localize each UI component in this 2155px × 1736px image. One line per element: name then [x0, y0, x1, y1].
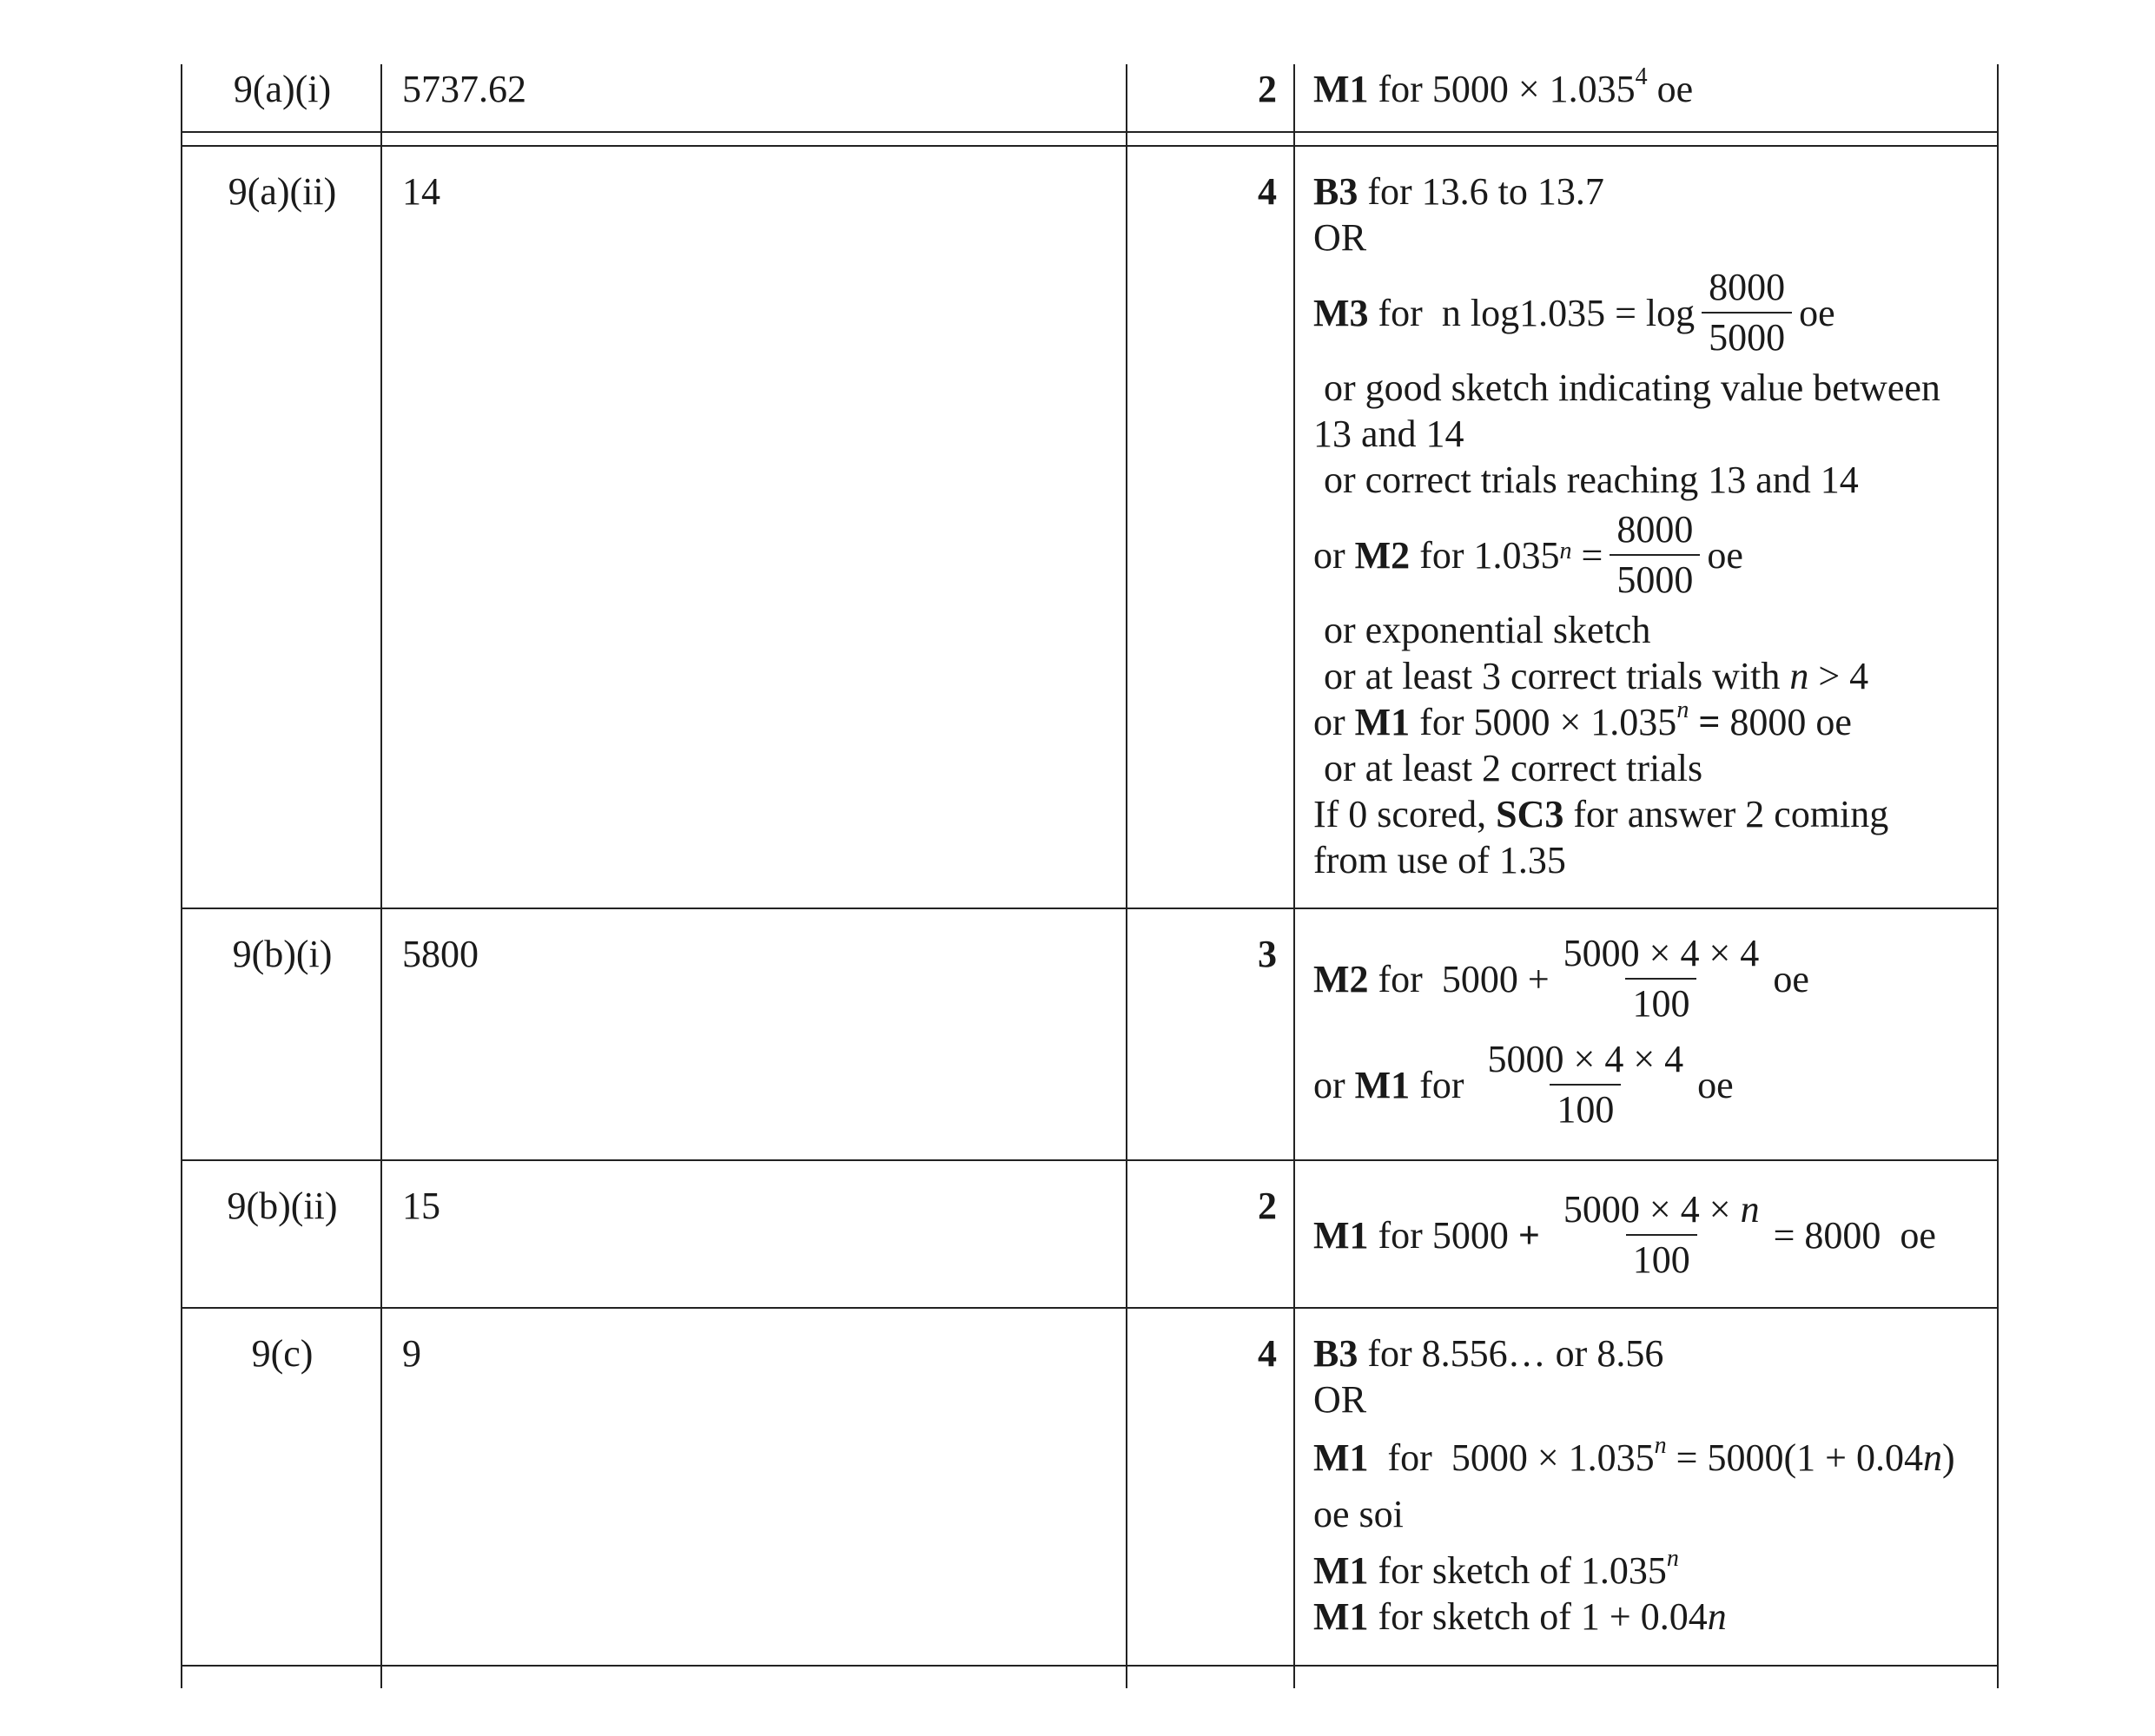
- guidance-text: oe: [1773, 957, 1809, 1000]
- variable: n: [1740, 1188, 1760, 1231]
- guidance-text: or at least 3 correct trials with: [1324, 655, 1781, 697]
- marks: 4: [1258, 1332, 1277, 1375]
- mark-code: M1: [1313, 1213, 1369, 1257]
- denominator: 5000: [1610, 554, 1700, 604]
- variable: n: [1707, 1595, 1727, 1638]
- guidance-text: or: [1313, 1063, 1345, 1106]
- denominator: 5000: [1702, 312, 1792, 362]
- guidance-formula-line: [1313, 261, 1991, 365]
- guidance-line: or correct trials reaching 13 and 14: [1324, 459, 1859, 501]
- mark-code: M3: [1313, 291, 1369, 334]
- guidance-formula-line: [1313, 926, 1991, 1032]
- guidance-line: [1313, 791, 1991, 837]
- guidance-text: or: [1313, 533, 1345, 577]
- guidance-line: oe soi: [1313, 1493, 1404, 1535]
- exponent: n: [1654, 1432, 1667, 1460]
- guidance-text: for 5000 × 1.035: [1419, 701, 1677, 743]
- marks: 2: [1258, 1185, 1277, 1227]
- mark-code: B3: [1313, 170, 1358, 213]
- numerator: [1557, 1185, 1767, 1234]
- guidance: [1313, 168, 1991, 883]
- guidance-text: oe: [1799, 291, 1835, 334]
- row-divider-double-top: [181, 131, 1999, 133]
- question-number: 9(a)(i): [233, 68, 332, 110]
- mark-code: M1: [1354, 701, 1411, 743]
- guidance-line: or exponential sketch: [1324, 609, 1651, 651]
- guidance-text: for sketch of 1 + 0.04: [1378, 1595, 1708, 1638]
- row-divider: [181, 1665, 1999, 1667]
- guidance-text: for 13.6 to 13.7: [1367, 170, 1604, 213]
- table-border-left: [181, 64, 182, 1688]
- mark-code: M1: [1313, 1436, 1369, 1479]
- column-divider-3: [1293, 64, 1295, 1688]
- column-divider-1: [380, 64, 382, 1688]
- guidance-line: [1313, 1594, 1991, 1640]
- denominator: 100: [1626, 1234, 1697, 1284]
- guidance-formula-line: [1313, 1178, 1991, 1292]
- guidance-line: [1313, 63, 1991, 112]
- guidance-text: oe: [1707, 533, 1743, 577]
- guidance: [1313, 63, 1991, 112]
- guidance-line: [1313, 696, 1991, 745]
- variable: n: [1922, 1436, 1942, 1479]
- guidance-text: for 8.556… or 8.56: [1367, 1332, 1664, 1375]
- question-number: 9(b)(i): [232, 933, 333, 975]
- guidance-text: oe: [1900, 1213, 1936, 1257]
- guidance-text: If 0 scored,: [1313, 793, 1487, 835]
- guidance-text: for 5000: [1378, 1213, 1509, 1257]
- mark-code: M1: [1354, 1063, 1411, 1106]
- exponent: n: [1676, 696, 1689, 724]
- formula: 5000 +: [1441, 957, 1550, 1000]
- marks: 4: [1258, 170, 1277, 213]
- fraction: [1557, 929, 1767, 1028]
- guidance-text: for answer 2 coming: [1573, 793, 1889, 835]
- guidance-line: [1313, 168, 1991, 215]
- formula: 5000 × 1.035: [1451, 1436, 1655, 1479]
- mark-code: M1: [1313, 68, 1369, 110]
- answer: 5737.62: [402, 68, 526, 110]
- exponent: n: [1666, 1545, 1679, 1573]
- denominator: 100: [1550, 1084, 1621, 1134]
- formula: = 8000: [1773, 1213, 1881, 1257]
- exponent: 4: [1635, 63, 1648, 91]
- fraction: [1702, 263, 1792, 362]
- guidance-text: for: [1419, 1063, 1464, 1106]
- guidance-text: for sketch of 1.035: [1378, 1549, 1667, 1592]
- answer: 9: [402, 1332, 421, 1375]
- guidance-text: for: [1378, 291, 1423, 334]
- mark-code: M2: [1313, 957, 1369, 1000]
- formula: ): [1941, 1436, 1955, 1479]
- guidance-line: 13 and 14: [1313, 413, 1464, 455]
- guidance-text: oe: [1697, 1063, 1734, 1106]
- guidance-text: 8000 oe: [1729, 701, 1852, 743]
- guidance-text: for 1.035: [1419, 533, 1560, 577]
- mark-code: M1: [1313, 1549, 1369, 1592]
- formula: =: [1581, 533, 1603, 577]
- numerator-text: 5000 × 4 ×: [1563, 1188, 1731, 1231]
- mark-code: B3: [1313, 1332, 1358, 1375]
- variable: n: [1789, 655, 1809, 697]
- exponent: n: [1559, 538, 1572, 564]
- guidance-line: OR: [1313, 1378, 1367, 1421]
- answer: 15: [402, 1185, 440, 1227]
- denominator: 100: [1625, 978, 1696, 1028]
- guidance-formula-line: [1313, 1032, 1991, 1138]
- guidance-text: oe: [1656, 68, 1694, 110]
- guidance-line: or at least 2 correct trials: [1324, 747, 1703, 789]
- answer: 14: [402, 170, 440, 213]
- question-number: 9(a)(ii): [228, 170, 337, 213]
- equals-sign: =: [1698, 701, 1721, 743]
- question-number: 9(b)(ii): [227, 1185, 338, 1227]
- table-border-right: [1997, 64, 1999, 1688]
- guidance: [1313, 1178, 1991, 1292]
- question-number: 9(c): [251, 1332, 314, 1375]
- numerator: 5000 × 4 × 4: [1487, 1038, 1684, 1080]
- guidance-line: or good sketch indicating value between: [1324, 366, 1940, 409]
- marks: 3: [1258, 933, 1277, 975]
- guidance-text: for: [1378, 957, 1423, 1000]
- column-divider-2: [1126, 64, 1127, 1688]
- numerator: 8000: [1616, 508, 1694, 551]
- mark-code: SC3: [1496, 793, 1564, 835]
- row-divider-double-bottom: [181, 145, 1999, 147]
- answer: 5800: [402, 933, 479, 975]
- fraction: [1557, 1185, 1767, 1284]
- row-divider: [181, 1307, 1999, 1309]
- numerator: 8000: [1709, 266, 1786, 308]
- fraction: [1610, 505, 1700, 604]
- mark-code: M2: [1354, 533, 1411, 577]
- guidance-line: [1313, 1432, 1991, 1481]
- plus-sign: +: [1517, 1213, 1540, 1257]
- fraction: [1481, 1035, 1691, 1134]
- guidance-line: [1313, 1545, 1991, 1594]
- guidance-line: from use of 1.35: [1313, 839, 1566, 881]
- mark-code: M1: [1313, 1595, 1369, 1638]
- row-divider: [181, 1159, 1999, 1161]
- numerator: 5000 × 4 × 4: [1563, 932, 1760, 974]
- formula: n log1.035 = log: [1441, 291, 1696, 334]
- marks: 2: [1258, 68, 1277, 110]
- guidance-text: for 5000 × 1.035: [1378, 68, 1636, 110]
- guidance-text: for: [1387, 1436, 1432, 1479]
- guidance: [1313, 1330, 1991, 1640]
- guidance-line: OR: [1313, 216, 1367, 259]
- formula: = 5000(1 + 0.04: [1676, 1436, 1923, 1479]
- guidance: [1313, 926, 1991, 1138]
- guidance-formula-line: [1313, 503, 1991, 607]
- guidance-line: [1313, 653, 1991, 699]
- guidance-line: [1313, 1330, 1991, 1376]
- guidance-text: or: [1313, 701, 1345, 743]
- row-divider: [181, 908, 1999, 909]
- guidance-text: > 4: [1818, 655, 1869, 697]
